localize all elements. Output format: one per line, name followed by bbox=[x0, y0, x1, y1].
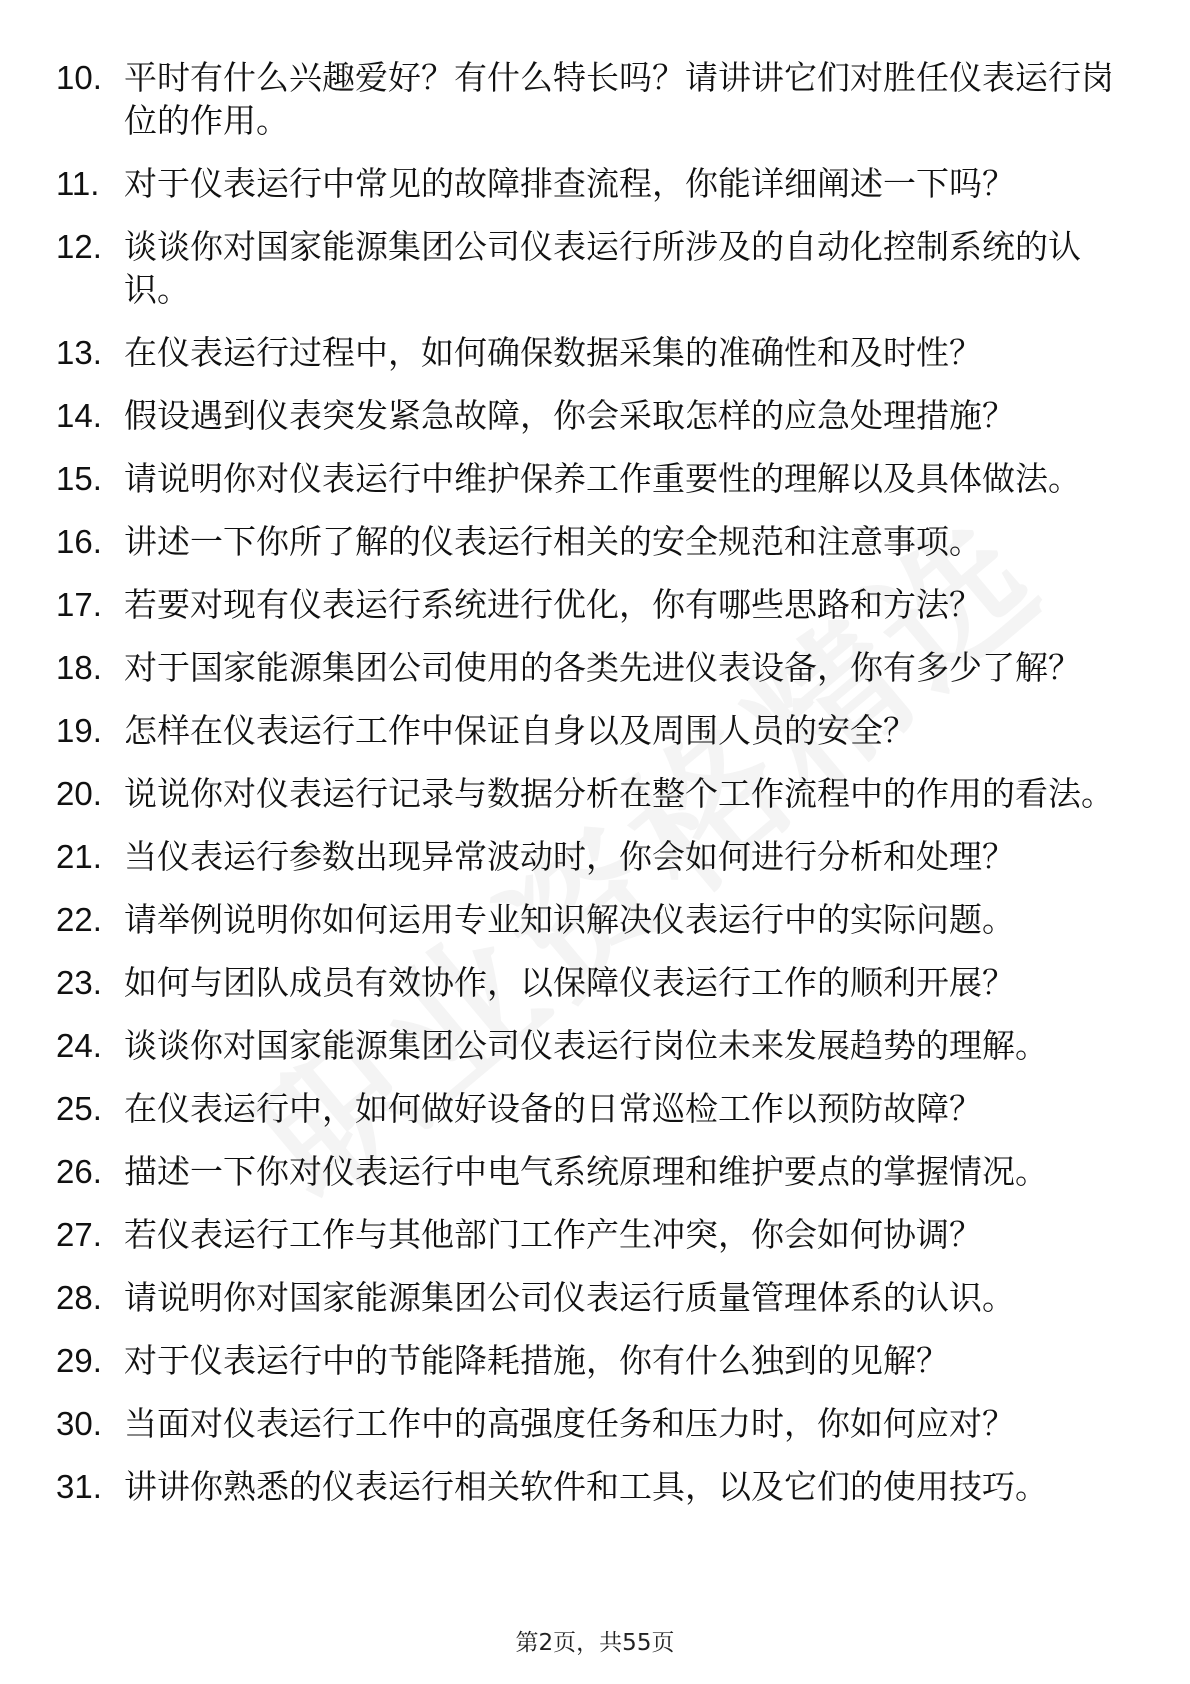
item-number: 22. bbox=[56, 901, 102, 938]
item-number: 29. bbox=[56, 1342, 102, 1379]
item-number: 26. bbox=[56, 1153, 102, 1190]
list-item bbox=[56, 1150, 1116, 1193]
list-item bbox=[56, 1465, 1116, 1508]
item-text: 当面对仪表运行工作中的高强度任务和压力时，你如何应对？ bbox=[124, 1404, 1015, 1443]
list-item bbox=[56, 772, 1116, 815]
question-list bbox=[56, 56, 1116, 1528]
item-text: 讲讲你熟悉的仪表运行相关软件和工具，以及它们的使用技巧。 bbox=[124, 1467, 1048, 1506]
item-number: 13. bbox=[56, 334, 102, 371]
item-number: 15. bbox=[56, 460, 102, 497]
list-item bbox=[56, 162, 1116, 205]
item-text: 怎样在仪表运行工作中保证自身以及周围人员的安全？ bbox=[124, 711, 916, 750]
list-item bbox=[56, 331, 1116, 374]
list-item bbox=[56, 583, 1116, 626]
list-item bbox=[56, 709, 1116, 752]
item-text: 对于仪表运行中的节能降耗措施，你有什么独到的见解？ bbox=[124, 1341, 949, 1380]
list-item bbox=[56, 1402, 1116, 1445]
item-number: 10. bbox=[56, 59, 102, 96]
list-item bbox=[56, 1213, 1116, 1256]
item-number: 11. bbox=[56, 165, 100, 202]
item-number: 16. bbox=[56, 523, 102, 560]
item-text: 在仪表运行过程中，如何确保数据采集的准确性和及时性？ bbox=[124, 333, 982, 372]
item-text: 在仪表运行中，如何做好设备的日常巡检工作以预防故障？ bbox=[124, 1089, 982, 1128]
list-item bbox=[56, 961, 1116, 1004]
item-number: 19. bbox=[56, 712, 102, 749]
list-item bbox=[56, 1276, 1116, 1319]
item-number: 25. bbox=[56, 1090, 102, 1127]
list-item bbox=[56, 225, 1116, 311]
item-text: 对于国家能源集团公司使用的各类先进仪表设备，你有多少了解？ bbox=[124, 648, 1081, 687]
list-item bbox=[56, 898, 1116, 941]
item-text: 当仪表运行参数出现异常波动时，你会如何进行分析和处理？ bbox=[124, 837, 1015, 876]
list-item bbox=[56, 394, 1116, 437]
item-text: 平时有什么兴趣爱好？有什么特长吗？请讲讲它们对胜任仪表运行岗位的作用。 bbox=[124, 58, 1114, 140]
item-number: 14. bbox=[56, 397, 102, 434]
item-text: 说说你对仪表运行记录与数据分析在整个工作流程中的作用的看法。 bbox=[124, 774, 1114, 813]
item-text: 如何与团队成员有效协作，以保障仪表运行工作的顺利开展？ bbox=[124, 963, 1015, 1002]
item-text: 讲述一下你所了解的仪表运行相关的安全规范和注意事项。 bbox=[124, 522, 982, 561]
item-number: 24. bbox=[56, 1027, 102, 1064]
item-text: 描述一下你对仪表运行中电气系统原理和维护要点的掌握情况。 bbox=[124, 1152, 1048, 1191]
item-number: 30. bbox=[56, 1405, 102, 1442]
item-number: 28. bbox=[56, 1279, 102, 1316]
item-text: 谈谈你对国家能源集团公司仪表运行所涉及的自动化控制系统的认识。 bbox=[124, 227, 1081, 309]
item-text: 若要对现有仪表运行系统进行优化，你有哪些思路和方法？ bbox=[124, 585, 982, 624]
list-item bbox=[56, 1087, 1116, 1130]
list-item bbox=[56, 1339, 1116, 1382]
list-item bbox=[56, 520, 1116, 563]
list-item bbox=[56, 835, 1116, 878]
item-text: 请说明你对仪表运行中维护保养工作重要性的理解以及具体做法。 bbox=[124, 459, 1081, 498]
list-item bbox=[56, 56, 1116, 142]
item-number: 17. bbox=[56, 586, 102, 623]
page-footer: 第2页，共55页 bbox=[515, 1630, 675, 1656]
list-item bbox=[56, 1024, 1116, 1067]
item-text: 对于仪表运行中常见的故障排查流程，你能详细阐述一下吗？ bbox=[124, 164, 1015, 203]
item-text: 请说明你对国家能源集团公司仪表运行质量管理体系的认识。 bbox=[124, 1278, 1015, 1317]
item-number: 31. bbox=[56, 1468, 102, 1505]
item-text: 请举例说明你如何运用专业知识解决仪表运行中的实际问题。 bbox=[124, 900, 1015, 939]
item-number: 23. bbox=[56, 964, 102, 1001]
item-text: 谈谈你对国家能源集团公司仪表运行岗位未来发展趋势的理解。 bbox=[124, 1026, 1048, 1065]
list-item bbox=[56, 646, 1116, 689]
item-number: 21. bbox=[56, 838, 102, 875]
item-text: 若仪表运行工作与其他部门工作产生冲突，你会如何协调？ bbox=[124, 1215, 982, 1254]
item-text: 假设遇到仪表突发紧急故障，你会采取怎样的应急处理措施？ bbox=[124, 396, 1015, 435]
item-number: 18. bbox=[56, 649, 102, 686]
list-item bbox=[56, 457, 1116, 500]
item-number: 12. bbox=[56, 228, 102, 265]
item-number: 20. bbox=[56, 775, 102, 812]
item-number: 27. bbox=[56, 1216, 102, 1253]
